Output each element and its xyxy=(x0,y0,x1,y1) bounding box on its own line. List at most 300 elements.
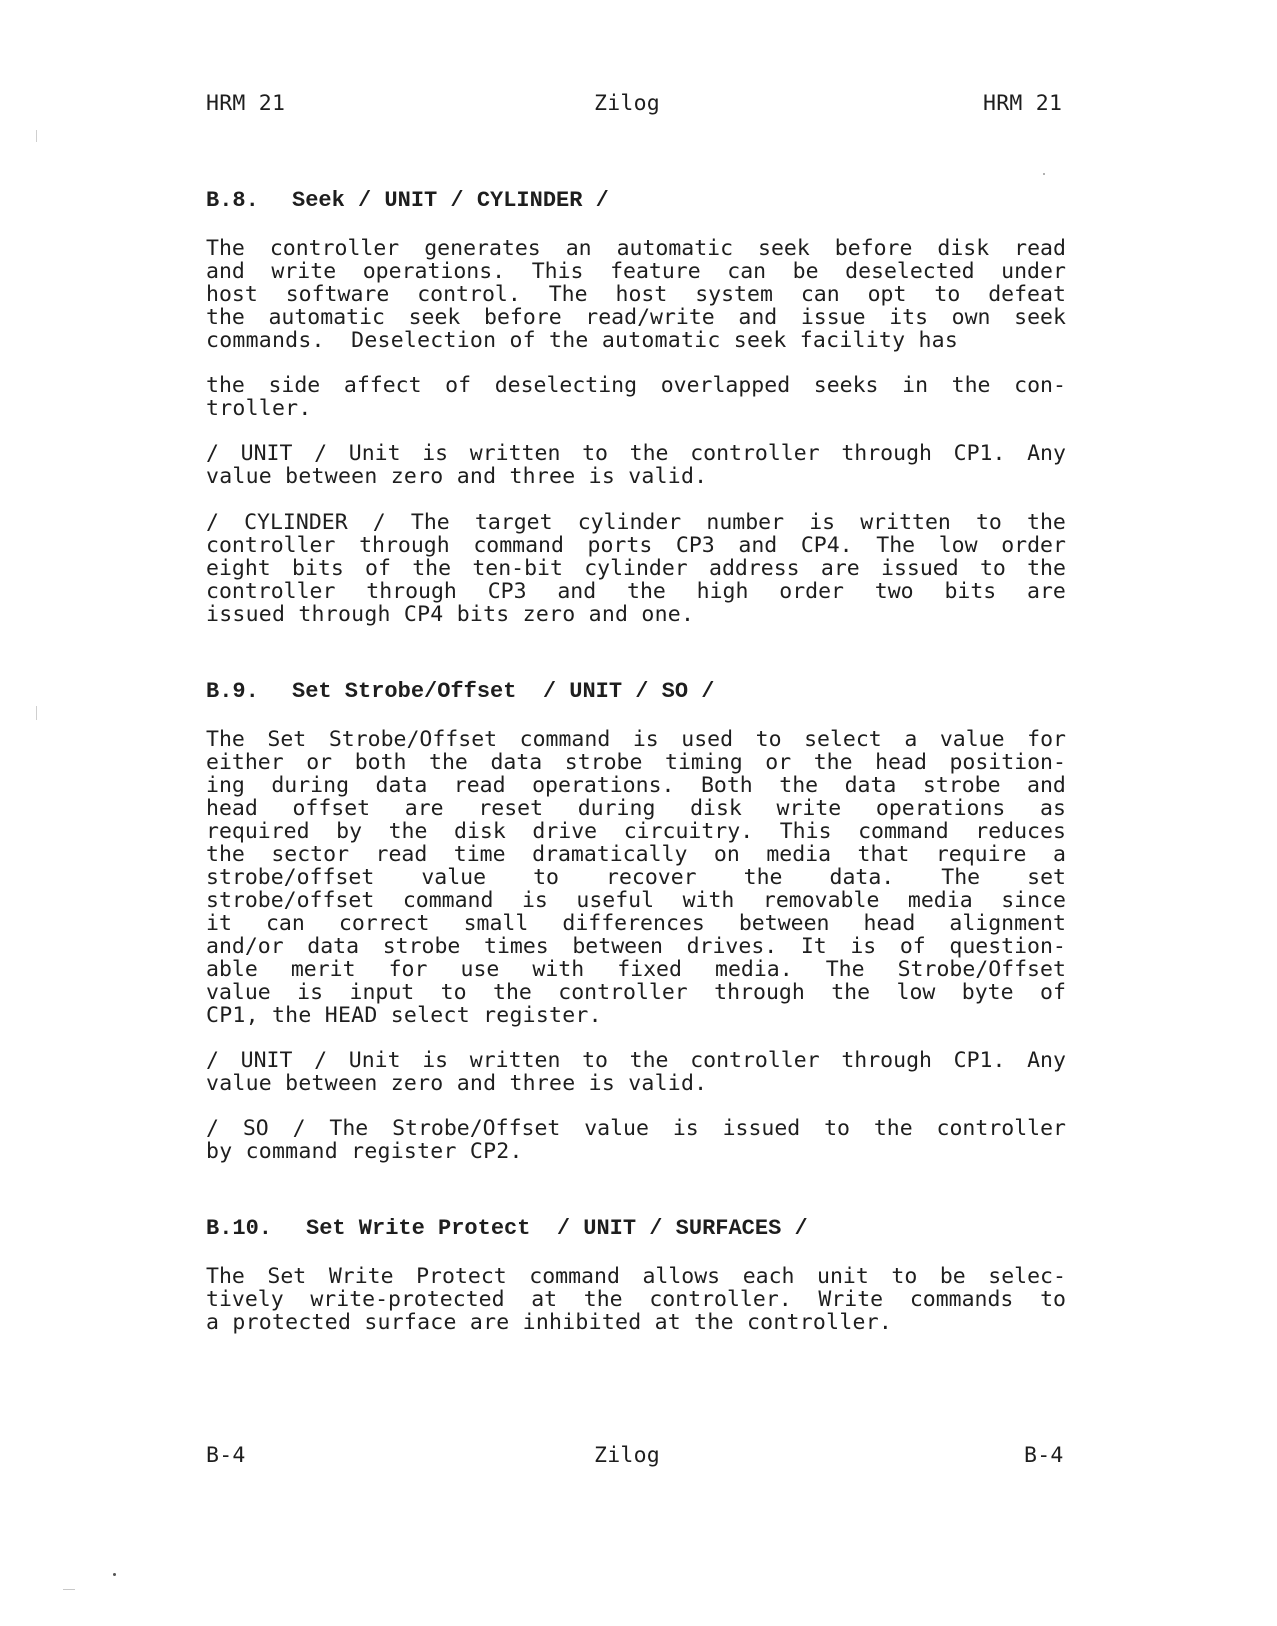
word: the xyxy=(206,305,245,330)
word: useful xyxy=(576,888,655,913)
word: / xyxy=(314,441,328,466)
word: to xyxy=(582,441,608,466)
word: head xyxy=(863,911,916,936)
word: The xyxy=(206,727,245,752)
text-line xyxy=(206,511,1066,534)
word: is xyxy=(422,441,449,466)
word: media. xyxy=(715,957,793,982)
word: byte xyxy=(961,980,1014,1005)
word: The xyxy=(548,282,588,307)
word: to xyxy=(755,727,782,752)
word: / xyxy=(206,1116,219,1141)
word: before xyxy=(484,305,562,330)
text-line: a protected surface are inhibited at the controller. xyxy=(206,1310,893,1335)
word: / xyxy=(206,1048,219,1073)
word: strobe xyxy=(382,934,461,959)
word: the xyxy=(779,773,819,798)
word: written xyxy=(469,441,561,466)
text-line xyxy=(206,728,1066,751)
text-line xyxy=(206,534,1066,557)
word: Unit xyxy=(348,1048,401,1073)
word: to xyxy=(1040,1287,1066,1312)
word: command xyxy=(402,888,494,913)
word: controller xyxy=(690,441,820,466)
word: to xyxy=(824,1116,850,1141)
word: / xyxy=(292,1116,306,1141)
section-title: Seek / UNIT / CYLINDER / xyxy=(292,188,609,213)
word: command xyxy=(473,533,564,558)
text-line: value between zero and three is valid. xyxy=(206,464,708,489)
word: affect xyxy=(343,373,422,398)
word: be xyxy=(792,259,819,284)
text-line xyxy=(206,1117,1066,1140)
word: the xyxy=(429,750,468,775)
word: a xyxy=(904,727,918,752)
word: the xyxy=(493,980,532,1005)
scan-mark xyxy=(36,130,37,142)
word: low xyxy=(896,980,936,1005)
word: system xyxy=(695,282,773,307)
word: the xyxy=(629,1048,669,1073)
word: / xyxy=(314,1048,328,1073)
word: disk xyxy=(690,796,742,821)
word: to xyxy=(934,282,961,307)
word: are xyxy=(1027,579,1066,604)
text-line xyxy=(206,912,1066,935)
word: select xyxy=(804,727,882,752)
word: the xyxy=(629,441,669,466)
word: command xyxy=(858,819,949,844)
word: The xyxy=(410,510,450,535)
word: deselected xyxy=(845,259,975,284)
word: selec- xyxy=(988,1264,1066,1289)
word: the xyxy=(743,865,783,890)
word: its xyxy=(889,305,929,330)
header-right: HRM 21 xyxy=(983,91,1063,116)
word: and xyxy=(738,305,778,330)
word: can xyxy=(800,282,840,307)
word: is xyxy=(672,1116,699,1141)
section-number: B.10. xyxy=(206,1216,273,1241)
text-line xyxy=(206,283,1066,306)
word: before xyxy=(834,236,913,261)
text-line: by command register CP2. xyxy=(206,1139,523,1164)
word: differences xyxy=(562,911,705,936)
text-line xyxy=(206,843,1066,866)
word: the xyxy=(583,1287,623,1312)
word: data. xyxy=(829,865,895,890)
text-line xyxy=(206,580,1066,603)
word: side xyxy=(268,373,321,398)
text-line: CP1, the HEAD select register. xyxy=(206,1003,602,1028)
word: head xyxy=(875,750,927,775)
word: Protect xyxy=(416,1264,507,1289)
word: issue xyxy=(800,305,866,330)
word: data xyxy=(844,773,897,798)
word: write xyxy=(271,259,337,284)
word: bits xyxy=(292,556,344,581)
word: of xyxy=(899,934,926,959)
word: data xyxy=(307,934,360,959)
word: commands xyxy=(909,1287,1014,1312)
word: through xyxy=(366,579,457,604)
word: It xyxy=(800,934,827,959)
word: issued xyxy=(881,556,959,581)
word: ten-bit xyxy=(472,556,563,581)
word: address xyxy=(709,556,800,581)
word: the xyxy=(1027,556,1066,581)
section-number: B.8. xyxy=(206,188,259,213)
word: This xyxy=(531,259,584,284)
word: controller xyxy=(558,980,688,1005)
word: to xyxy=(891,1264,918,1289)
word: controller xyxy=(269,236,400,261)
word: unit xyxy=(817,1264,869,1289)
word: to xyxy=(440,980,467,1005)
word: the xyxy=(831,980,871,1005)
word: controller xyxy=(690,1048,820,1073)
word: the xyxy=(388,819,428,844)
word: host xyxy=(206,282,258,307)
word: data xyxy=(490,750,543,775)
word: / xyxy=(206,441,219,466)
word: issued xyxy=(722,1116,801,1141)
word: fixed xyxy=(617,957,682,982)
word: con- xyxy=(1014,373,1066,398)
word: The xyxy=(329,1116,369,1141)
word: through xyxy=(841,441,932,466)
word: the xyxy=(873,1116,913,1141)
word: Strobe/Offset xyxy=(392,1116,561,1141)
word: deselecting xyxy=(494,373,638,398)
word: that xyxy=(857,842,910,867)
section-heading-b10 xyxy=(206,1217,808,1241)
word: is xyxy=(632,727,659,752)
word: input xyxy=(349,980,415,1005)
word: value xyxy=(206,980,271,1005)
word: each xyxy=(742,1264,795,1289)
word: can xyxy=(727,259,767,284)
word: media xyxy=(907,888,973,913)
word: write-protected xyxy=(310,1287,505,1312)
word: question- xyxy=(949,934,1066,959)
word: cylinder xyxy=(584,556,688,581)
word: ports xyxy=(587,533,653,558)
word: data xyxy=(375,773,428,798)
text-line xyxy=(206,260,1066,283)
word: read xyxy=(1014,236,1066,261)
word: at xyxy=(531,1287,558,1312)
word: controller xyxy=(936,1116,1066,1141)
scan-mark xyxy=(1043,173,1045,175)
word: CP3 xyxy=(675,533,715,558)
word: it xyxy=(206,911,232,936)
word: CP4. xyxy=(800,533,853,558)
word: between xyxy=(738,911,830,936)
word: Both xyxy=(700,773,753,798)
word: since xyxy=(1001,888,1066,913)
text-line xyxy=(206,935,1066,958)
word: operations. xyxy=(362,259,506,284)
word: cylinder xyxy=(577,510,682,535)
word: controller xyxy=(206,533,336,558)
word: require xyxy=(935,842,1027,867)
word: / xyxy=(372,510,386,535)
footer-left: B-4 xyxy=(206,1443,246,1468)
word: automatic xyxy=(268,305,385,330)
word: disk xyxy=(454,819,506,844)
section-number: B.9. xyxy=(206,679,259,704)
word: or xyxy=(306,750,333,775)
section-title: Set Write Protect / UNIT / SURFACES / xyxy=(306,1216,808,1241)
word: head xyxy=(206,796,258,821)
word: to xyxy=(979,556,1006,581)
word: position- xyxy=(949,750,1066,775)
word: CYLINDER xyxy=(244,510,348,535)
text-line: value between zero and three is valid. xyxy=(206,1071,708,1096)
word: disk xyxy=(937,236,990,261)
word: SO xyxy=(242,1116,269,1141)
section-heading-b8 xyxy=(206,189,609,213)
text-line xyxy=(206,557,1066,580)
word: Write xyxy=(818,1287,884,1312)
word: strobe/offset xyxy=(206,865,375,890)
text-line xyxy=(206,889,1066,912)
word: eight xyxy=(206,556,271,581)
word: for xyxy=(388,957,428,982)
word: operations. xyxy=(532,773,675,798)
word: during xyxy=(577,796,656,821)
word: two xyxy=(874,579,914,604)
word: automatic xyxy=(616,236,734,261)
word: is xyxy=(809,510,836,535)
text-line xyxy=(206,820,1066,843)
word: operations xyxy=(875,796,1006,821)
word: Any xyxy=(1027,441,1066,466)
word: The xyxy=(825,957,865,982)
text-line xyxy=(206,958,1066,981)
word: for xyxy=(1027,727,1066,752)
word: through xyxy=(714,980,805,1005)
word: or xyxy=(765,750,792,775)
word: drive xyxy=(532,819,598,844)
text-line: commands. Deselection of the automatic seek facility has xyxy=(206,328,959,353)
word: of xyxy=(1040,980,1066,1005)
header-center: Zilog xyxy=(594,91,660,116)
footer-right: B-4 xyxy=(1024,1443,1064,1468)
text-line xyxy=(206,1288,1066,1311)
word: set xyxy=(1027,865,1066,890)
word: read xyxy=(375,842,428,867)
word: is xyxy=(297,980,324,1005)
scan-mark xyxy=(63,1589,75,1590)
text-line xyxy=(206,1265,1066,1288)
word: to xyxy=(582,1048,608,1073)
word: feature xyxy=(610,259,701,284)
word: and xyxy=(206,259,245,284)
word: allows xyxy=(642,1264,721,1289)
word: both xyxy=(354,750,407,775)
word: the xyxy=(627,579,666,604)
word: seek xyxy=(758,236,810,261)
word: seeks xyxy=(813,373,879,398)
word: required xyxy=(206,819,310,844)
word: timing xyxy=(665,750,743,775)
word: of xyxy=(445,373,472,398)
word: is xyxy=(422,1048,449,1073)
word: generates xyxy=(424,236,541,261)
word: write xyxy=(776,796,842,821)
text-line: issued through CP4 bits zero and one. xyxy=(206,602,695,627)
word: small xyxy=(463,911,529,936)
word: The xyxy=(206,236,245,261)
word: strobe xyxy=(922,773,1001,798)
word: control. xyxy=(417,282,521,307)
header-left: HRM 21 xyxy=(206,91,286,116)
text-line xyxy=(206,237,1066,260)
word: Set xyxy=(267,1264,307,1289)
word: to xyxy=(533,865,559,890)
word: sector xyxy=(271,842,350,867)
word: to xyxy=(975,510,1002,535)
text-line: troller. xyxy=(206,396,312,421)
text-line xyxy=(206,866,1066,889)
word: times xyxy=(484,934,549,959)
word: correct xyxy=(338,911,430,936)
text-line xyxy=(206,751,1066,774)
word: software xyxy=(285,282,390,307)
word: host xyxy=(615,282,668,307)
word: use xyxy=(460,957,500,982)
word: reduces xyxy=(975,819,1066,844)
word: recover xyxy=(606,865,697,890)
word: removable xyxy=(762,888,880,913)
word: time xyxy=(453,842,506,867)
word: controller. xyxy=(649,1287,792,1312)
word: during xyxy=(271,773,350,798)
word: a xyxy=(1052,842,1066,867)
word: be xyxy=(939,1264,966,1289)
text-line xyxy=(206,374,1066,397)
text-line xyxy=(206,1049,1066,1072)
word: The xyxy=(206,1264,245,1289)
word: under xyxy=(1001,259,1066,284)
section-heading-b9 xyxy=(206,680,714,704)
word: overlapped xyxy=(660,373,791,398)
word: CP3 xyxy=(487,579,527,604)
word: value xyxy=(584,1116,649,1141)
word: value xyxy=(939,727,1005,752)
word: in xyxy=(902,373,929,398)
word: and xyxy=(1027,773,1066,798)
word: Strobe/Offset xyxy=(328,727,498,752)
word: command xyxy=(519,727,611,752)
text-line xyxy=(206,442,1066,465)
word: Unit xyxy=(348,441,401,466)
word: through xyxy=(359,533,450,558)
word: CP1. xyxy=(953,1048,1006,1073)
word: on xyxy=(713,842,740,867)
text-line xyxy=(206,797,1066,820)
scan-mark xyxy=(36,706,37,720)
word: value xyxy=(421,865,487,890)
word: strobe xyxy=(564,750,643,775)
word: read xyxy=(453,773,506,798)
word: This xyxy=(779,819,832,844)
word: own xyxy=(951,305,991,330)
word: circuitry. xyxy=(623,819,754,844)
word: CP1. xyxy=(953,441,1006,466)
word: through xyxy=(841,1048,932,1073)
word: The xyxy=(941,865,981,890)
word: strobe/offset xyxy=(206,888,375,913)
word: offset xyxy=(292,796,371,821)
word: number xyxy=(706,510,785,535)
word: able xyxy=(206,957,258,982)
word: is xyxy=(850,934,877,959)
word: UNIT xyxy=(240,441,293,466)
word: read/write xyxy=(585,305,715,330)
word: the xyxy=(813,750,853,775)
word: with xyxy=(682,888,735,913)
word: tively xyxy=(206,1287,284,1312)
word: media xyxy=(766,842,832,867)
word: is xyxy=(521,888,548,913)
word: seek xyxy=(1014,305,1066,330)
text-line xyxy=(206,981,1066,1004)
word: are xyxy=(820,556,860,581)
word: order xyxy=(779,579,844,604)
word: an xyxy=(565,236,592,261)
word: drives. xyxy=(686,934,778,959)
section-title: Set Strobe/Offset / UNIT / SO / xyxy=(292,679,715,704)
word: low xyxy=(938,533,978,558)
word: between xyxy=(572,934,663,959)
word: of xyxy=(365,556,391,581)
word: are xyxy=(404,796,444,821)
word: written xyxy=(860,510,951,535)
word: written xyxy=(469,1048,561,1073)
word: controller xyxy=(206,579,336,604)
word: seek xyxy=(408,305,461,330)
word: alignment xyxy=(949,911,1066,936)
word: as xyxy=(1040,796,1066,821)
scan-mark xyxy=(113,1573,116,1576)
word: dramatically xyxy=(532,842,688,867)
word: can xyxy=(265,911,305,936)
word: the xyxy=(951,373,991,398)
word: and/or xyxy=(206,934,284,959)
footer-center: Zilog xyxy=(594,1443,660,1468)
word: high xyxy=(696,579,749,604)
word: and xyxy=(557,579,597,604)
word: command xyxy=(529,1264,620,1289)
word: target xyxy=(474,510,553,535)
word: reset xyxy=(478,796,544,821)
word: either xyxy=(206,750,284,775)
word: used xyxy=(681,727,734,752)
word: with xyxy=(532,957,585,982)
text-line xyxy=(206,306,1066,329)
word: the xyxy=(206,373,245,398)
word: opt xyxy=(867,282,907,307)
word: The xyxy=(876,533,916,558)
word: Set xyxy=(267,727,307,752)
word: / xyxy=(206,510,219,535)
word: and xyxy=(738,533,778,558)
word: order xyxy=(1001,533,1066,558)
word: ing xyxy=(206,773,245,798)
